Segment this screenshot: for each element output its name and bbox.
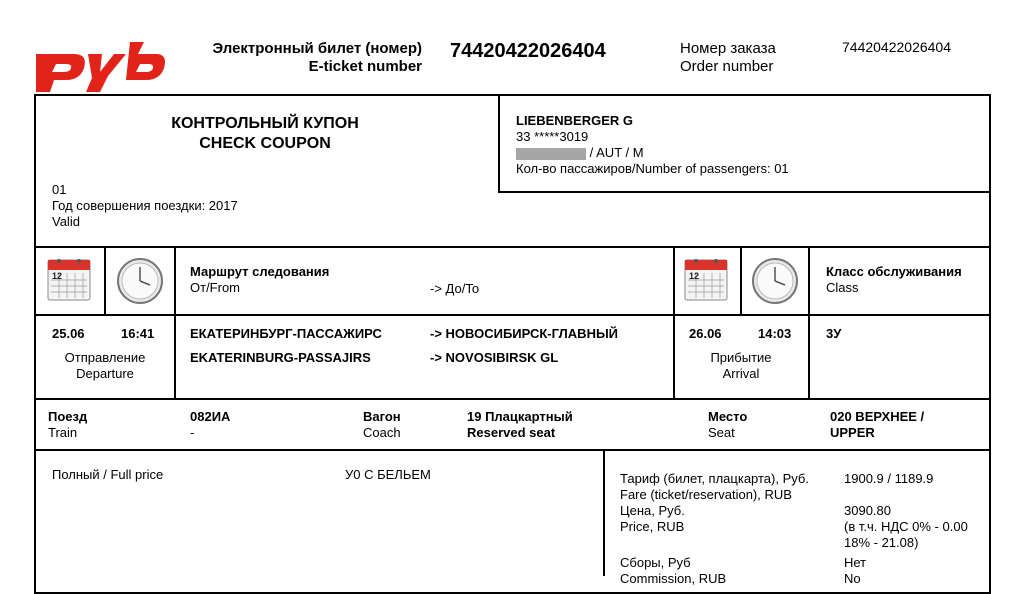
col-div-d bbox=[740, 246, 742, 316]
train-sub: - bbox=[190, 425, 195, 440]
arrival-date: 26.06 bbox=[689, 326, 722, 341]
train-label bbox=[48, 409, 87, 441]
from-label: От/From bbox=[190, 280, 241, 295]
eticket-number: 74420422026404 bbox=[450, 40, 606, 62]
origin-station-en: EKATERINBURG-PASSAJIRS bbox=[190, 350, 371, 365]
origin-station bbox=[190, 326, 382, 366]
validity: Valid bbox=[52, 214, 80, 229]
passenger-count: Кол-во пассажиров/Number of passengers: 01 bbox=[516, 161, 789, 176]
coach-label-ru: Вагон bbox=[363, 409, 401, 424]
tariff-value: 1900.9 / 1189.9 bbox=[844, 471, 934, 486]
seat-line-1: 020 ВЕРХНЕЕ / bbox=[830, 409, 925, 424]
order-label-ru: Номер заказа bbox=[680, 40, 776, 57]
destination-station bbox=[430, 326, 618, 366]
price-label-ru: Цена, Руб. bbox=[620, 503, 685, 518]
coupon-title bbox=[120, 114, 410, 154]
to-label: -> До/To bbox=[430, 281, 480, 296]
col-div-c bbox=[673, 246, 675, 399]
redacted-block bbox=[516, 148, 586, 160]
passenger-bottom bbox=[498, 191, 991, 193]
departure-time: 16:41 bbox=[121, 326, 155, 341]
arrival-time: 14:03 bbox=[758, 326, 792, 341]
row-sep-1 bbox=[34, 246, 991, 248]
vat-line-2: 18% - 21.08) bbox=[844, 535, 919, 550]
class-label-en: Class bbox=[826, 280, 859, 295]
seat-label-ru: Место bbox=[708, 409, 748, 424]
fees-label bbox=[620, 555, 726, 587]
travel-year: Год совершения поездки: 2017 bbox=[52, 198, 238, 213]
train-number-value: 082ИА bbox=[190, 409, 231, 424]
row-sep-3 bbox=[34, 398, 991, 400]
price-label-en: Price, RUB bbox=[620, 519, 685, 534]
price-type: Полный / Full price bbox=[52, 467, 164, 482]
origin-station-ru: ЕКАТЕРИНБУРГ-ПАССАЖИРС bbox=[190, 326, 382, 341]
fees-label-ru: Сборы, Руб bbox=[620, 555, 691, 570]
calendar-icon bbox=[684, 256, 728, 302]
row-sep-4 bbox=[34, 449, 991, 451]
coach-label bbox=[363, 409, 401, 441]
fees-value bbox=[844, 555, 866, 587]
route-label bbox=[190, 264, 329, 296]
arrival-label-ru: Прибытие bbox=[710, 350, 772, 365]
eticket-label-en: E-ticket number bbox=[308, 58, 422, 75]
rzd-logo bbox=[30, 32, 170, 96]
tariff-label-en: Fare (ticket/reservation), RUB bbox=[620, 487, 792, 502]
arrival-label bbox=[676, 350, 806, 382]
train-number bbox=[190, 409, 230, 441]
seat-value bbox=[830, 409, 924, 441]
class-label bbox=[826, 264, 962, 296]
seat-label-en: Seat bbox=[708, 425, 735, 440]
clock-icon bbox=[751, 257, 799, 305]
departure-label-ru: Отправление bbox=[64, 350, 146, 365]
coupon-info bbox=[52, 182, 238, 230]
destination-station-ru: -> НОВОСИБИРСК-ГЛАВНЫЙ bbox=[430, 326, 619, 341]
passenger-nationality bbox=[516, 145, 789, 161]
coach-value bbox=[467, 409, 573, 441]
tariff-label bbox=[620, 471, 809, 503]
destination-station-en: -> NOVOSIBIRSK GL bbox=[430, 350, 559, 365]
order-label bbox=[680, 40, 776, 76]
train-label-en: Train bbox=[48, 425, 78, 440]
calendar-day-1: 12 bbox=[52, 271, 63, 281]
fees-label-en: Commission, RUB bbox=[620, 571, 727, 586]
col-div-a bbox=[104, 246, 106, 316]
order-number: 74420422026404 bbox=[842, 39, 952, 55]
vat-line-1: (в т.ч. НДС 0% - 0.00 bbox=[844, 519, 968, 534]
coach-label-en: Coach bbox=[363, 425, 401, 440]
col-div-b bbox=[174, 246, 176, 399]
coach-type-ru: 19 Плацкартный bbox=[467, 409, 573, 424]
passenger-info bbox=[516, 113, 789, 177]
fare-divider bbox=[603, 449, 605, 576]
price-value bbox=[844, 503, 968, 551]
eticket-label bbox=[180, 40, 422, 76]
tariff-label-ru: Тариф (билет, плацкарта), Руб. bbox=[620, 471, 809, 486]
calendar-day-2: 12 bbox=[689, 271, 700, 281]
coach-type-en: Reserved seat bbox=[467, 425, 556, 440]
departure-date: 25.06 bbox=[52, 326, 85, 341]
price-amount: 3090.80 bbox=[844, 503, 891, 518]
service-class: 3У bbox=[826, 326, 842, 341]
clock-icon bbox=[116, 257, 164, 305]
arrival-label-en: Arrival bbox=[722, 366, 760, 381]
passenger-name: LIEBENBERGER G bbox=[516, 113, 634, 128]
departure-label-en: Departure bbox=[76, 366, 134, 381]
passenger-document: 33 *****3019 bbox=[516, 129, 589, 144]
price-label bbox=[620, 503, 685, 535]
seat-label bbox=[708, 409, 747, 441]
coupon-title-ru: КОНТРОЛЬНЫЙ КУПОН bbox=[171, 115, 359, 132]
coupon-index: 01 bbox=[52, 182, 67, 197]
fees-value-en: No bbox=[844, 571, 861, 586]
fees-value-ru: Нет bbox=[844, 555, 867, 570]
route-label-ru: Маршрут следования bbox=[190, 264, 330, 279]
order-label-en: Order number bbox=[680, 58, 774, 75]
nationality-sex: / AUT / M bbox=[589, 145, 644, 160]
service-code: У0 С БЕЛЬЕМ bbox=[345, 467, 431, 482]
row-sep-2 bbox=[34, 314, 991, 316]
seat-line-2: UPPER bbox=[830, 425, 875, 440]
eticket-label-ru: Электронный билет (номер) bbox=[212, 40, 422, 57]
departure-label bbox=[40, 350, 170, 382]
coupon-title-en: CHECK COUPON bbox=[199, 135, 331, 152]
train-label-ru: Поезд bbox=[48, 409, 88, 424]
passenger-divider bbox=[498, 94, 500, 193]
col-div-e bbox=[808, 246, 810, 399]
class-label-ru: Класс обслуживания bbox=[826, 264, 962, 279]
calendar-icon bbox=[47, 256, 91, 302]
